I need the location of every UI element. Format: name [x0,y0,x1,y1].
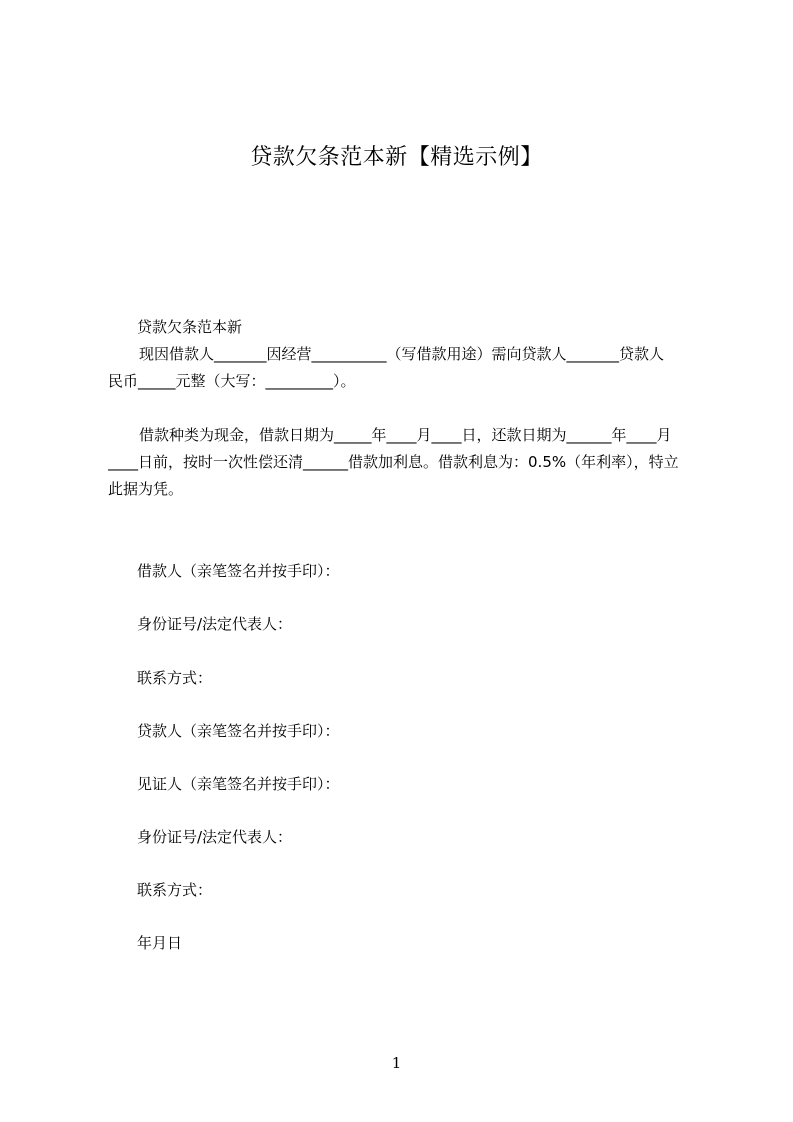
field-label: 借款人（亲笔签名并按手印）： [137,562,340,580]
subtitle-text: 贷款欠条范本新 [137,318,243,336]
field-date [108,903,700,984]
page-number: 1 [391,1054,402,1072]
field-label: 贷款人（亲笔签名并按手印）： [137,722,340,740]
paragraph-line: 此据为凭。 [108,480,184,498]
field-label: 联系方式： [137,881,213,899]
field-label: 见证人（亲笔签名并按手印）： [137,775,340,793]
paragraph-line: ____日前，按时一次性偿还清______借款加利息。借款利息为：0.5%（年利率），特立 [108,453,679,471]
paragraph-line: 借款种类为现金，借款日期为_____年____月____日，还款日期为______年____月 [139,426,672,444]
field-label: 联系方式： [137,669,213,687]
document-title: 贷款欠条范本新【精选示例】 [250,145,543,170]
field-label: 身份证号/法定代表人： [137,828,293,846]
field-label: 身份证号/法定代表人： [137,615,293,633]
field-label: 年月日 [137,934,183,952]
paragraph-loan-purpose [108,341,700,397]
paragraph-line: 现因借款人_______因经营__________（写借款用途）需向贷款人_______贷款人 [139,345,665,363]
paragraph-loan-terms [108,422,700,505]
paragraph-line: 民币_____元整（大写：_________）。 [108,372,356,390]
